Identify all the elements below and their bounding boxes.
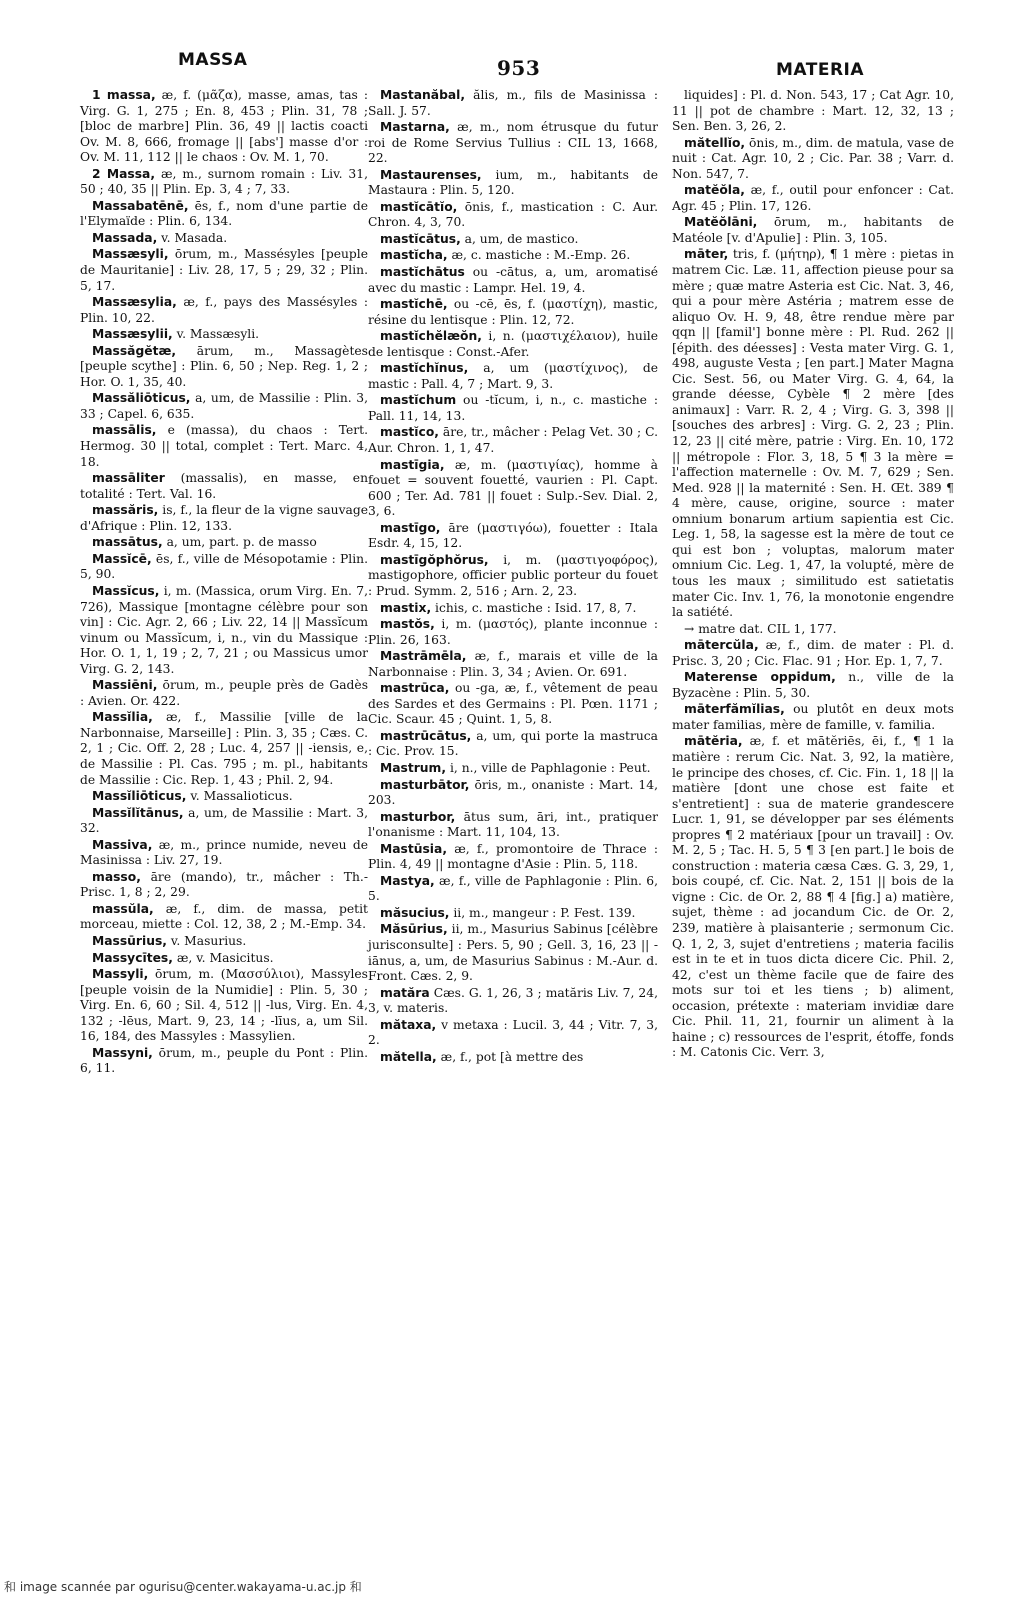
dictionary-entry	[368, 874, 658, 905]
dictionary-entry	[672, 702, 954, 733]
definition-text: a, um (μαστίχινος), de mastic : Pall. 4, 7 ; Mart. 9, 3.	[368, 361, 658, 391]
dictionary-entry	[80, 391, 368, 422]
headword: Massada,	[92, 230, 158, 245]
definition-text: ou -cātus, a, um, aromatisé avec du mastic : Lampr. Hel. 19, 4.	[368, 265, 658, 295]
dictionary-entry	[368, 458, 658, 520]
headword: mātĕria,	[684, 734, 743, 749]
dictionary-entry	[80, 247, 368, 294]
headword: Matĕŏlāni,	[684, 215, 758, 230]
headword: massāliter	[92, 471, 165, 486]
definition-text: a, um, de Massilie : Plin. 3, 33 ; Capel. 6, 635.	[80, 391, 368, 421]
headword: māter,	[684, 247, 729, 262]
headword: Massabatēnē,	[92, 198, 189, 213]
definition-text: æ, f., outil pour enfoncer : Cat. Agr. 45 ; Plin. 17, 126.	[672, 183, 954, 213]
definition-text: i, m. (Massica, orum Virg. En. 7, 726), Massique [montagne célèbre pour son vin] : Cic. Agr. 2, 66 ; Liv. 22, 14 || Massĭcum vinum ou Massĭcum, i, n., vin du Massique : Hor. O. 1, 1, 19 ; 2, 7, 21 ; ou Massicus umor Virg. G. 2, 143.	[80, 583, 368, 676]
dictionary-entry	[368, 681, 658, 728]
dictionary-entry	[368, 297, 658, 328]
headword: Mastrāmēla,	[380, 649, 467, 664]
definition-text: i, n., ville de Paphlagonie : Peut.	[446, 760, 651, 775]
definition-text: æ, f., dim. de mater : Pl. d. Prisc. 3, 20 ; Cic. Flac. 91 ; Hor. Ep. 1, 7, 7.	[672, 638, 954, 668]
dictionary-entry	[672, 183, 954, 214]
definition-text: v. Masada.	[157, 230, 228, 245]
headword: Massiva,	[92, 837, 153, 852]
headword: massālis,	[92, 423, 157, 438]
dictionary-entry	[80, 535, 368, 551]
headword: matĕŏla,	[684, 183, 745, 198]
headword: Massiēni,	[92, 678, 158, 693]
headword: masturbor,	[380, 809, 456, 824]
headword: mastĭchē,	[380, 297, 448, 312]
dictionary-entry	[368, 842, 658, 873]
definition-text: a, um, part. p. de masso	[162, 535, 317, 550]
definition-text: is, f., la fleur de la vigne sauvage d'Afrique : Plin. 12, 133.	[80, 503, 368, 533]
definition-text: i, m. (μαστός), plante inconnue : Plin. 26, 163.	[368, 617, 658, 647]
headword: mastrūca,	[380, 681, 450, 696]
page-number: 953	[497, 56, 541, 80]
column-1	[80, 88, 368, 1078]
dictionary-entry	[672, 247, 954, 620]
definition-text: tris, f. (μήτηρ), ¶ 1 mère : pietas in matrem Cic. Læ. 11, affection pieuse pour sa mère ; quæ matre Asteria est Cic. Nat. 3, 46, qui a pour mère Astéria ; matrem esse de aliquo Ov. H. 9, 48, être rendue mère par qqn || [famil'] bonne mère : Pl. Rud. 262 || [épith. des déesses] : Vesta mater Virg. G. 1, 498, auguste Vesta ; [en part.] Mater Magna Cic. Sest. 56, ou Mater Virg. G. 4, 64, la grande déesse, Cybèle ¶ 2 mère [des animaux] : Varr. R. 2, 4 ; Virg. G. 3, 398 || [souches des arbres] : Virg. G. 2, 23 ; Plin. 12, 23 || cité mère, patrie : Virg. En. 10, 172 || métropole : Flor. 3, 18, 5 ¶ 3 la mère = l'affection maternelle : Ov. M. 7, 629 ; Sen. Med. 928 || la maternité : Sen. H. Œt. 389 ¶ 4 mère, cause, origine, source : mater omnium bonarum artium sapientia est Cic. Leg. 1, 58, la sagesse est la mère de tout ce qui est bon ; voluptas, malorum mater omnium Cic. Leg. 1, 47, la volupté, mère de tous les maux ; similitudo est satietatis mater Cic. Inv. 1, 76, la monotonie engendre la satiété.	[672, 247, 954, 620]
dictionary-entry	[368, 329, 658, 360]
definition-text: æ, m. (μαστιγίας), homme à fouet = souvent fouetté, vaurien : Pl. Capt. 600 ; Ter. Ad. 781 || fouet : Sulp.-Sev. Dial. 2, 3, 6.	[368, 457, 658, 519]
dictionary-entry	[368, 1018, 658, 1049]
headword: massātus,	[92, 535, 163, 550]
headword: mastĭcātus,	[380, 231, 461, 246]
dictionary-entry	[368, 521, 658, 552]
definition-text: v metaxa : Lucil. 3, 44 ; Vitr. 7, 3, 2.	[368, 1017, 658, 1048]
definition-text: æ, f., Massilie [ville de la Narbonnaise, Marseille] : Plin. 3, 35 ; Cæs. C. 2, 1 ; Cic. Off. 2, 28 ; Luc. 4, 257 || -iensis, e, de Massilie : Pl. Cas. 795 ; m. pl., habitants de Massilie : Cic. Rep. 1, 43 ; Phil. 2, 94.	[80, 710, 368, 787]
definition-text: æ, f., marais et ville de la Narbonnaise : Plin. 3, 34 ; Avien. Or. 691.	[368, 649, 658, 679]
dictionary-entry	[672, 670, 954, 701]
headword: mastīgo,	[380, 520, 441, 535]
dictionary-entry	[80, 902, 368, 933]
definition-text: ou -cē, ēs, f. (μαστίχη), mastic, résine du lentisque : Plin. 12, 72.	[368, 297, 658, 327]
definition-text: i, m. (μαστιγοφόρος), mastigophore, officier public porteur du fouet : Prud. Symm. 2, 516 ; Arn. 2, 23.	[368, 552, 658, 598]
headword: Massĭcus,	[92, 583, 160, 598]
dictionary-entry	[368, 265, 658, 296]
dictionary-entry	[368, 986, 658, 1017]
dictionary-entry	[368, 248, 658, 264]
definition-text: ēs, f., nom d'une partie de l'Elymaïde : Plin. 6, 134.	[80, 198, 368, 229]
right-running-head: MATERIA	[776, 60, 865, 80]
dictionary-entry	[672, 88, 954, 135]
definition-text: æ, m., nom étrusque du futur roi de Rome Servius Tullius : CIL 13, 1668, 22.	[368, 120, 658, 166]
headword: massŭla,	[92, 901, 154, 916]
dictionary-entry	[368, 617, 658, 648]
definition-text: æ, f., dim. de massa, petit morceau, miette : Col. 12, 38, 2 ; M.-Emp. 34.	[80, 901, 368, 932]
headword: mastrūcātus,	[380, 728, 472, 743]
headword: 1 massa,	[92, 88, 156, 102]
dictionary-entry	[80, 789, 368, 805]
definition-text: v. Massalioticus.	[186, 789, 293, 804]
definition-text: ēs, f., ville de Mésopotamie : Plin. 5, 90.	[80, 551, 368, 582]
definition-text: ou plutôt en deux mots mater familias, mère de famille, v. familia.	[672, 702, 954, 732]
definition-text: a, um, qui porte la mastruca : Cic. Prov. 15.	[368, 728, 658, 759]
definition-text: ălis, m., fils de Masinissa : Sall. J. 57.	[368, 88, 658, 118]
headword: mastīgŏphŏrus,	[380, 552, 489, 567]
dictionary-entry	[368, 361, 658, 392]
dictionary-entry	[80, 967, 368, 1045]
headword: Massūrius,	[92, 933, 167, 948]
definition-text: ōnis, f., mastication : C. Aur. Chron. 4, 3, 70.	[368, 199, 658, 230]
dictionary-entry	[80, 678, 368, 709]
dictionary-entry	[80, 231, 368, 247]
dictionary-entry	[368, 120, 658, 167]
dictionary-entry	[672, 622, 954, 638]
headword: 2 Massa,	[92, 166, 156, 181]
definition-text: v. Masurius.	[166, 933, 247, 948]
definition-text: → matre dat. CIL 1, 177.	[684, 621, 837, 636]
definition-text: æ, f., pot [à mettre des	[436, 1049, 584, 1064]
definition-text: Cæs. G. 1, 26, 3 ; matăris Liv. 7, 24, 3, v. materis.	[368, 985, 658, 1016]
dictionary-entry	[368, 649, 658, 680]
headword: Mastaurenses,	[380, 167, 482, 182]
headword: mastĭcātĭo,	[380, 199, 458, 214]
headword: Măsūrius,	[380, 922, 448, 937]
headword: Massĭlia,	[92, 710, 153, 725]
scan-credit: 和 image scannée par ogurisu@center.wakayama-u.ac.jp 和	[4, 1580, 362, 1594]
headword: Mastūsia,	[380, 841, 447, 856]
headword: mastĭchĭnus,	[380, 361, 469, 376]
definition-text: ōrum, m., peuple du Pont : Plin. 6, 11.	[80, 1045, 368, 1076]
headword: masso,	[92, 869, 141, 884]
headword: Mastanăbal,	[380, 88, 466, 102]
dictionary-entry	[80, 295, 368, 326]
dictionary-entry	[368, 232, 658, 248]
column-2	[368, 88, 658, 1066]
page-header	[0, 42, 1024, 82]
dictionary-entry	[80, 344, 368, 391]
definition-text: a, um, de Massilie : Mart. 3, 32.	[80, 805, 368, 836]
headword: Materense oppidum,	[684, 670, 836, 685]
headword: mătellĭo,	[684, 135, 746, 150]
headword: mastĭchātus	[380, 265, 465, 280]
definition-text: e (massa), du chaos : Tert. Hermog. 30 || total, complet : Tert. Marc. 4, 18.	[80, 423, 368, 469]
definition-text: æ, f., promontoire de Thrace : Plin. 4, 49 || montagne d'Asie : Plin. 5, 118.	[368, 841, 658, 872]
headword: mastĭcha,	[380, 248, 448, 263]
definition-text: æ, f., ville de Paphlagonie : Plin. 6, 5.	[368, 873, 658, 904]
headword: matăra	[380, 985, 430, 1000]
dictionary-entry	[672, 215, 954, 246]
headword: mătaxa,	[380, 1017, 437, 1032]
definition-text: æ, f., pays des Massésyles : Plin. 10, 22.	[80, 295, 368, 325]
dictionary-entry	[80, 806, 368, 837]
dictionary-entry	[80, 471, 368, 502]
dictionary-entry	[368, 906, 658, 922]
dictionary-entry	[672, 136, 954, 183]
headword: masturbātor,	[380, 777, 470, 792]
dictionary-entry	[368, 729, 658, 760]
definition-text: æ, m., prince numide, neveu de Masinissa : Liv. 27, 19.	[80, 837, 368, 868]
dictionary-entry	[80, 584, 368, 677]
dictionary-entry	[80, 951, 368, 967]
headword: Massæsylia,	[92, 295, 177, 310]
definition-text: ou -tĭcum, i, n., c. mastiche : Pall. 11, 14, 13.	[368, 393, 658, 423]
headword: massăris,	[92, 503, 159, 518]
headword: mastĭchum	[380, 393, 457, 408]
headword: Massyli,	[92, 967, 149, 982]
headword: Mastya,	[380, 873, 435, 888]
headword: Massæsylii,	[92, 327, 173, 342]
definition-text: āre, tr., mâcher : Pelag Vet. 30 ; C. Aur. Chron. 1, 1, 47.	[368, 425, 658, 456]
dictionary-entry	[80, 423, 368, 470]
definition-text: ātus sum, āri, int., pratiquer l'onanisme : Mart. 11, 104, 13.	[368, 809, 658, 840]
dictionary-entry	[368, 761, 658, 777]
definition-text: ōrum, m., peuple près de Gadès : Avien. Or. 422.	[80, 678, 368, 708]
dictionary-entry	[672, 638, 954, 669]
headword: Massycītes,	[92, 950, 173, 965]
dictionary-entry	[80, 88, 368, 166]
dictionary-entry	[80, 1046, 368, 1077]
headword: Massăliōticus,	[92, 391, 191, 406]
definition-text: ii, m., Masurius Sabinus [célèbre jurisconsulte] : Pers. 5, 90 ; Gell. 3, 16, 23 || -iānus, a, um, de Masurius Sabinus : M.-Aur. d. Front. Cæs. 2, 9.	[368, 922, 658, 984]
definition-text: a, um, de mastico.	[460, 231, 579, 246]
left-running-head: MASSA	[178, 50, 248, 70]
dictionary-entry	[368, 88, 658, 119]
headword: Mastarna,	[380, 120, 450, 135]
definition-text: i, n. (μαστιχέλαιον), huile de lentisque : Const.-Afer.	[368, 329, 658, 359]
headword: mătella,	[380, 1049, 437, 1064]
headword: Massyni,	[92, 1045, 153, 1060]
dictionary-entry	[368, 425, 658, 456]
dictionary-entry	[368, 1050, 658, 1066]
column-3	[672, 88, 954, 1062]
headword: mastŏs,	[380, 617, 435, 632]
definition-text: ōnis, m., dim. de matula, vase de nuit : Cat. Agr. 10, 2 ; Cic. Par. 38 ; Varr. d. Non. 547, 7.	[672, 135, 954, 181]
headword: mātercŭla,	[684, 638, 759, 653]
definition-text: (massalis), en masse, en totalité : Tert. Val. 16.	[80, 471, 368, 501]
headword: Massĭcē,	[92, 551, 152, 566]
definition-text: ou -ga, æ, f., vêtement de peau des Sardes et des Germains : Pl. Pœn. 1171 ; Cic. Scaur. 45 ; Quint. 1, 5, 8.	[368, 681, 658, 727]
headword: Massĭlĭtānus,	[92, 805, 184, 820]
dictionary-entry	[368, 922, 658, 984]
definition-text: ōris, m., onaniste : Mart. 14, 203.	[368, 777, 658, 808]
dictionary-entry	[80, 838, 368, 869]
definition-text: ichis, c. mastiche : Isid. 17, 8, 7.	[431, 600, 637, 615]
headword: măsucius,	[380, 905, 450, 920]
dictionary-entry	[368, 778, 658, 809]
definition-text: āre (μαστιγόω), fouetter : Itala Esdr. 4, 15, 12.	[368, 520, 658, 551]
definition-text: liquides] : Pl. d. Non. 543, 17 ; Cat Agr. 10, 11 || pot de chambre : Mart. 12, 32, 13 ; Sen. Ben. 3, 26, 2.	[672, 88, 954, 134]
headword: mastĭchĕlæŏn,	[380, 329, 482, 344]
headword: mastīgia,	[380, 457, 445, 472]
dictionary-entry	[672, 734, 954, 1060]
definition-text: æ, v. Masicitus.	[172, 950, 274, 965]
dictionary-entry	[368, 553, 658, 600]
headword: Massĭliōticus,	[92, 789, 187, 804]
headword: Massæsyli,	[92, 247, 169, 262]
dictionary-entry	[80, 870, 368, 901]
dictionary-entry	[368, 393, 658, 424]
dictionary-entry	[80, 710, 368, 788]
dictionary-entry	[80, 327, 368, 343]
definition-text: æ, f. et mātĕriēs, ēi, f., ¶ 1 la matière : rerum Cic. Nat. 3, 92, la matière, le principe des choses, cf. Cic. Fin. 1, 18 || la matière [dont une chose est faite et s'entretient] : sua de materie grandescere Lucr. 1, 91, se développer par ses éléments propres ¶ 2 matériaux [pour un travail] : Ov. M. 2, 5 ; Tac. H. 5, 5 ¶ 3 [en part.] le bois de construction : materia cæsa Cæs. G. 3, 29, 1, bois coupé, cf. Cic. Nat. 2, 151 || bois de la vigne : Cic. de Or. 2, 88 ¶ 4 [fig.] a) matière, sujet, thème : ad jocandum Cic. de Or. 2, 239, matière à plaisanterie ; sermonum Cic. Q. 1, 2, 3, sujet d'entretiens ; materia facilis est in te et in tuos dicta dicere Cic. Phil. 2, 42, c'est un thème facile que de faire des mots sur toi et les tiens ; b) aliment, occasion, prétexte : materiam invidiæ dare Cic. Phil. 11, 21, fournir un aliment à la haine ; c) ressources de l'esprit, étoffe, fonds : M. Catonis Cic. Verr. 3,	[672, 734, 954, 1060]
definition-text: ōrum, m., habitants de Matéole [v. d'Apulie] : Plin. 3, 105.	[672, 215, 954, 245]
definition-text: v. Massæsyli.	[172, 327, 260, 342]
headword: Mastrum,	[380, 760, 447, 775]
dictionary-entry	[368, 200, 658, 231]
headword: māterfămĭlias,	[684, 702, 785, 717]
definition-text: æ, m., surnom romain : Liv. 31, 50 ; 40, 35 || Plin. Ep. 3, 4 ; 7, 33.	[80, 166, 368, 197]
dictionary-entry	[368, 601, 658, 617]
dictionary-entry	[80, 552, 368, 583]
definition-text: ii, m., mangeur : P. Fest. 139.	[449, 905, 636, 920]
dictionary-entry	[80, 167, 368, 198]
definition-text: ārum, m., Massagètes [peuple scythe] : Plin. 6, 50 ; Nep. Reg. 1, 2 ; Hor. O. 1, 35, 40.	[80, 343, 368, 389]
definition-text: æ, c. mastiche : M.-Emp. 26.	[447, 248, 631, 263]
dictionary-entry	[368, 168, 658, 199]
definition-text: ōrum, m., Massésyles [peuple de Mauritanie] : Liv. 28, 17, 5 ; 29, 32 ; Plin. 5, 17.	[80, 247, 368, 293]
dictionary-entry	[80, 503, 368, 534]
definition-text: æ, f. (μᾶζα), masse, amas, tas : Virg. G. 1, 275 ; En. 8, 453 ; Plin. 31, 78 ; [bloc de marbre] Plin. 36, 49 || lactis coacti Ov. M. 8, 666, fromage || [abs'] masse d'or : Ov. M. 11, 112 || le chaos : Ov. M. 1, 70.	[80, 88, 368, 165]
headword: mastix,	[380, 600, 432, 615]
definition-text: n., ville de la Byzacène : Plin. 5, 30.	[672, 670, 954, 700]
headword: Massăgĕtæ,	[92, 343, 177, 358]
definition-text: ium, m., habitants de Mastaura : Plin. 5, 120.	[368, 167, 658, 198]
headword: mastĭco,	[380, 425, 439, 440]
definition-text: āre (mando), tr., mâcher : Th.-Prisc. 1, 8 ; 2, 29.	[80, 869, 368, 900]
dictionary-entry	[368, 810, 658, 841]
dictionary-entry	[80, 934, 368, 950]
definition-text: ōrum, m. (Μασσύλιοι), Massyles [peuple voisin de la Numidie] : Plin. 5, 30 ; Virg. En. 6, 60 ; Sil. 4, 512 || -lus, Virg. En. 4, 132 ; -lēus, Mart. 9, 23, 14 ; -līus, a, um Sil. 16, 184, des Massyles : Massylien.	[80, 967, 368, 1044]
dictionary-entry	[80, 199, 368, 230]
